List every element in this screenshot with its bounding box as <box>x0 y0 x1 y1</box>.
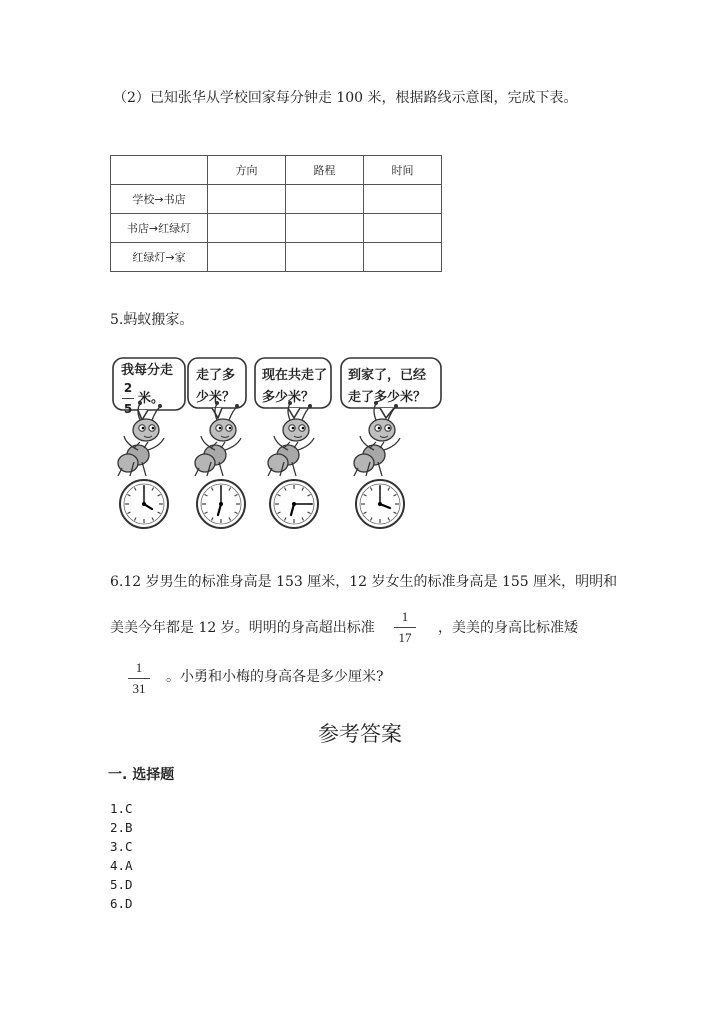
table-header-row <box>111 156 442 185</box>
empty-cell <box>208 243 286 272</box>
route-table <box>110 155 442 272</box>
fraction-bar <box>128 678 150 679</box>
q6-line3: 。小勇和小梅的身高各是多少厘米? <box>166 669 384 685</box>
answer-item: 6.D <box>110 896 133 911</box>
row-label: 学校→书店 <box>111 185 208 214</box>
fraction-denominator: 5 <box>123 402 133 416</box>
table-header-cell: 方向 <box>208 156 286 185</box>
q6-line1: 6.12 岁男生的标准身高是 153 厘米，12 岁女生的标准身高是 155 厘米，明明和 <box>110 574 618 590</box>
fraction-numerator: 1 <box>135 660 143 675</box>
fraction-bar <box>122 398 134 399</box>
answers-heading: 参考答案 <box>318 722 402 746</box>
q6-fraction-1 <box>394 609 416 646</box>
table-header-cell <box>111 156 208 185</box>
row-label: 书店→红绿灯 <box>111 214 208 243</box>
fraction-numerator: 2 <box>123 381 133 395</box>
answer-item: 1.C <box>110 801 133 816</box>
table-header-cell: 时间 <box>364 156 442 185</box>
part2-instruction: （2）已知张华从学校回家每分钟走 100 米，根据路线示意图，完成下表。 <box>113 90 578 106</box>
empty-cell <box>364 185 442 214</box>
empty-cell <box>364 214 442 243</box>
fraction-numerator: 1 <box>401 609 409 624</box>
table-row <box>111 214 442 243</box>
bubble-4-line1: 到家了，已经 <box>348 368 427 383</box>
answer-list <box>110 799 133 913</box>
q6-line2-end: ，美美的身高比标准矮 <box>438 620 578 636</box>
empty-cell <box>286 214 364 243</box>
empty-cell <box>208 214 286 243</box>
q6-fraction-2 <box>128 660 150 697</box>
bubble-2-line2: 少米？ <box>196 390 236 405</box>
empty-cell <box>364 243 442 272</box>
table-row <box>111 185 442 214</box>
answers-section-title: 一. 选择题 <box>108 767 175 783</box>
empty-cell <box>286 243 364 272</box>
fraction-denominator: 31 <box>132 681 146 696</box>
bubble-1-line1: 我每分走 <box>121 363 174 378</box>
answer-item: 4.A <box>110 858 133 873</box>
answer-item: 5.D <box>110 877 133 892</box>
row-label: 红绿灯→家 <box>111 243 208 272</box>
bubble-1-suffix: 米。 <box>138 391 165 406</box>
bubble-1-fraction <box>122 380 134 417</box>
answer-item: 2.B <box>110 820 133 835</box>
answer-item: 3.C <box>110 839 133 854</box>
empty-cell <box>286 185 364 214</box>
empty-cell <box>208 185 286 214</box>
bubble-3-line1: 现在共走了 <box>262 368 328 383</box>
bubble-4-line2: 走了多少米？ <box>348 390 427 405</box>
fraction-bar <box>394 627 416 628</box>
table-header-cell: 路程 <box>286 156 364 185</box>
q5-title: 5.蚂蚁搬家。 <box>110 312 194 328</box>
table-row <box>111 243 442 272</box>
q6-line2-start: 美美今年都是 12 岁。明明的身高超出标准 <box>110 620 375 636</box>
bubble-3-line2: 多少米？ <box>262 390 315 405</box>
fraction-denominator: 17 <box>398 630 412 645</box>
bubble-2-line1: 走了多 <box>196 368 236 383</box>
